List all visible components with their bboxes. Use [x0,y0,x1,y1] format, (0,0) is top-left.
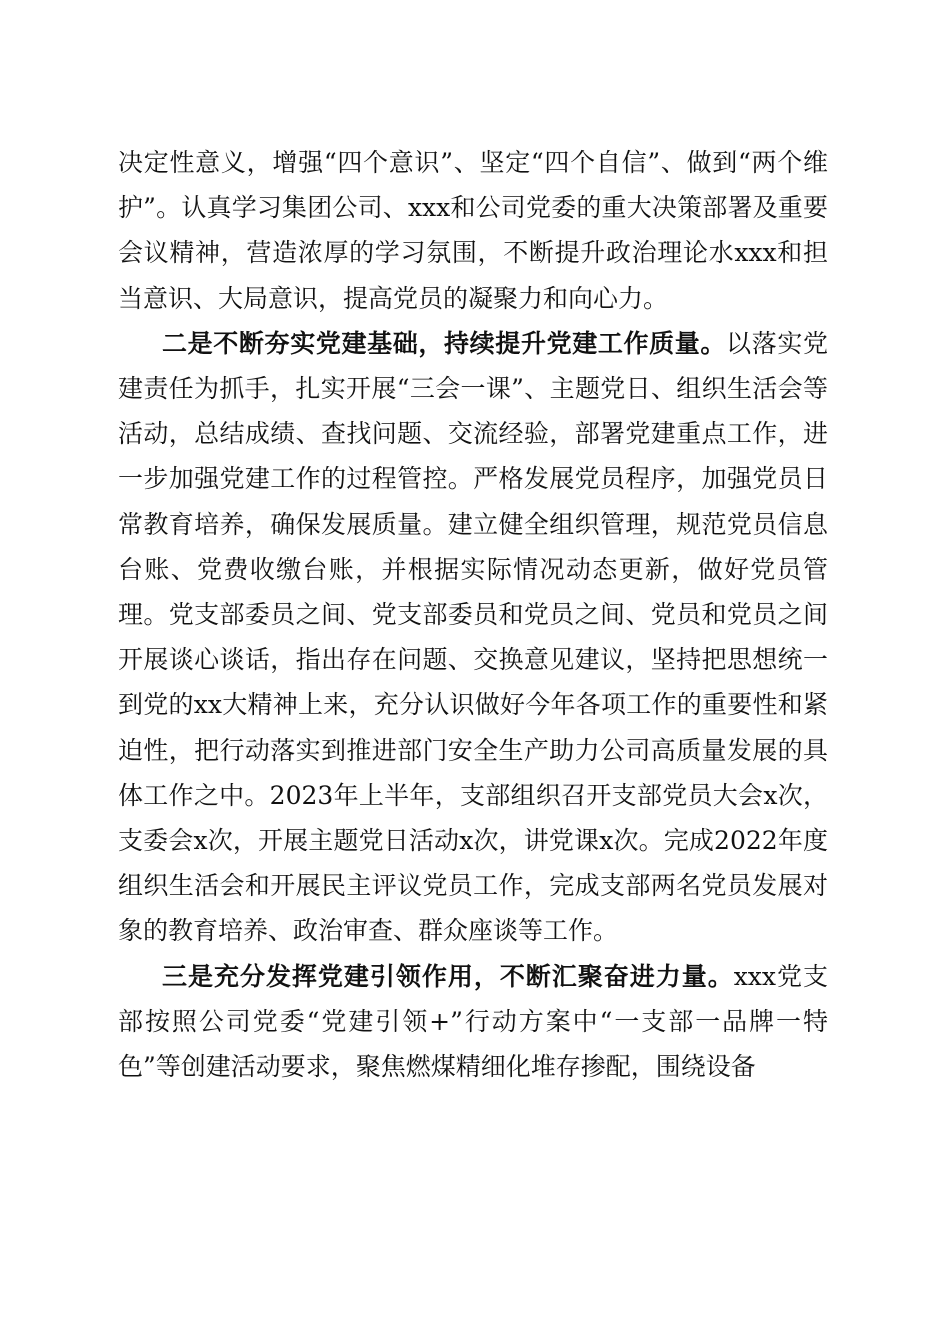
document-body [118,140,828,1089]
paragraph-2-text: 以落实党建责任为抓手，扎实开展“三会一课”、主题党日、组织生活会等活动，总结成绩、查找问题、交流经验，部署党建重点工作，进一步加强党建工作的过程管控。严格发展党员程序，加强党员日常教育培养，确保发展质量。建立健全组织管理，规范党员信息台账、党费收缴台账，并根据实际情况动态更新，做好党员管理。党支部委员之间、党支部委员和党员之间、党员和党员之间开展谈心谈话，指出存在问题、交换意见建议，坚持把思想统一到党的xx大精神上来，充分认识做好今年各项工作的重要性和紧迫性，把行动落实到推进部门安全生产助力公司高质量发展的具体工作之中。2023年上半年，支部组织召开支部党员大会x次，支委会x次，开展主题党日活动x次，讲党课x次。完成2022年度组织生活会和开展民主评议党员工作，完成支部两名党员发展对象的教育培养、政治审查、群众座谈等工作。 [118,328,828,946]
paragraph-3-lead: 三是充分发挥党建引领作用，不断汇聚奋进力量。 [162,961,734,991]
paragraph-1 [118,140,828,321]
paragraph-2 [118,321,828,954]
paragraph-1-text: 决定性意义，增强“四个意识”、坚定“四个自信”、做到“两个维护”。认真学习集团公司、xxx和公司党委的重大决策部署及重要会议精神，营造浓厚的学习氛围，不断提升政治理论水xxx和担当意识、大局意识，提高党员的凝聚力和向心力。 [118,148,828,313]
paragraph-3-text: xxx党支部按照公司党委“党建引领+”行动方案中“一支部一品牌一特色”等创建活动要求，聚焦燃煤精细化堆存掺配，围绕设备 [118,961,828,1082]
paragraph-2-lead: 二是不断夯实党建基础，持续提升党建工作质量。 [162,328,727,358]
paragraph-3 [118,954,828,1090]
